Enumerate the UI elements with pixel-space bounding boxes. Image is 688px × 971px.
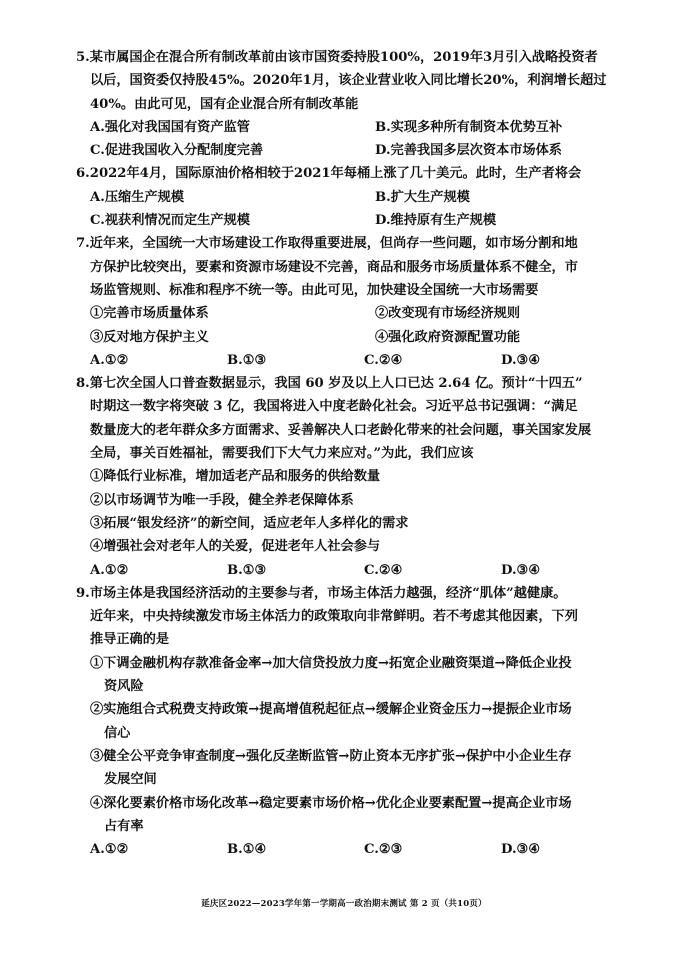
question-7 bbox=[76, 232, 628, 372]
option-row bbox=[76, 559, 628, 582]
option-row bbox=[76, 209, 628, 232]
option-b: B.扩大生产规模 bbox=[375, 189, 470, 205]
question-stem: 场监管规则、标准和程序不统一等。由此可见，加快建设全国统一大市场需要 bbox=[90, 282, 539, 298]
question-stem: 时期这一数字将突破 3 亿，我国将进入中度老龄化社会。习近平总书记强调：“满足 bbox=[90, 399, 578, 415]
question-stem: 全局，事关百姓福祉，需要我们下大气力来应对。”为此，我们应该 bbox=[90, 446, 474, 462]
chain-3: ③健全公平竞争审查制度→强化反垄断监管→防止资本无序扩张→保护中小企业生存 bbox=[90, 748, 572, 764]
option-d: D.维持原有生产规模 bbox=[375, 213, 497, 229]
question-stem: 40%。由此可见，国有企业混合所有制改革能 bbox=[90, 96, 359, 112]
question-stem: 8.第七次全国人口普查数据显示，我国 60 岁及以上人口已达 2.64 亿。预计“十四五” bbox=[76, 376, 583, 392]
option-c: C.视获利情况而定生产规模 bbox=[90, 213, 250, 229]
chain-4-continued: 占有率 bbox=[104, 818, 144, 834]
option-a: A.①② bbox=[90, 842, 129, 858]
question-stem: 方保护比较突出，要素和资源市场建设不完善，商品和服务市场质量体系不健全，市 bbox=[90, 259, 578, 275]
chain-1: ①下调金融机构存款准备金率→加大信贷投放力度→拓宽企业融资渠道→降低企业投 bbox=[90, 655, 572, 671]
option-row bbox=[76, 186, 628, 209]
statement-3: ③反对地方保护主义 bbox=[90, 329, 209, 345]
page-footer: 延庆区2022—2023学年第一学期高一政治期末测试 第 2 页（共10页） bbox=[201, 899, 487, 909]
question-6 bbox=[76, 162, 628, 232]
option-c: C.②③ bbox=[364, 842, 403, 858]
question-9 bbox=[76, 582, 628, 862]
statement-4: ④强化政府资源配置功能 bbox=[375, 329, 521, 345]
chain-2: ②实施组合式税费支持政策→提高增值税起征点→缓解企业资金压力→提振企业市场 bbox=[90, 702, 572, 718]
option-a: A.①② bbox=[90, 352, 129, 368]
option-b: B.①④ bbox=[227, 842, 267, 858]
statement-2: ②改变现有市场经济规则 bbox=[375, 306, 521, 322]
question-stem: 5.某市属国企在混合所有制改革前由该市国资委持股100%，2019年3月引入战略投资者 bbox=[76, 50, 598, 65]
question-8 bbox=[76, 372, 628, 582]
question-stem: 以后，国资委仅持股45%。2020年1月，该企业营业收入同比增长20%，利润增长超过 bbox=[90, 73, 607, 89]
option-a: A.①② bbox=[90, 562, 129, 578]
question-stem: 推导正确的是 bbox=[90, 632, 170, 648]
chain-1-continued: 资风险 bbox=[104, 679, 144, 695]
option-b: B.实现多种所有制资本优势互补 bbox=[375, 119, 563, 135]
option-row bbox=[76, 838, 628, 861]
question-stem: 近年来，中央持续激发市场主体活力的政策取向非常鲜明。若不考虑其他因素，下列 bbox=[90, 609, 578, 625]
chain-4: ④深化要素价格市场化改革→稳定要素市场价格→优化企业要素配置→提高企业市场 bbox=[90, 795, 572, 811]
statement-row bbox=[76, 302, 628, 325]
chain-3-continued: 发展空间 bbox=[104, 772, 157, 788]
option-c: C.②④ bbox=[364, 352, 403, 368]
option-a: A.压缩生产规模 bbox=[90, 189, 184, 205]
option-d: D.③④ bbox=[501, 842, 541, 858]
option-d: D.③④ bbox=[501, 352, 541, 368]
statement-3: ③拓展“银发经济”的新空间，适应老年人多样化的需求 bbox=[90, 515, 409, 531]
question-5 bbox=[76, 46, 628, 162]
question-stem: 7.近年来，全国统一大市场建设工作取得重要进展，但尚存一些问题，如市场分割和地 bbox=[76, 236, 578, 252]
statement-1: ①完善市场质量体系 bbox=[90, 306, 209, 322]
statement-4: ④增强社会对老年人的关爱，促进老年人社会参与 bbox=[90, 539, 381, 555]
option-c: C.②④ bbox=[364, 562, 403, 578]
option-row bbox=[76, 349, 628, 372]
option-a: A.强化对我国国有资产监管 bbox=[90, 119, 250, 135]
question-stem: 数量庞大的老年群众多方面需求、妥善解决人口老龄化带来的社会问题，事关国家发展 bbox=[90, 422, 592, 438]
statement-row bbox=[76, 326, 628, 349]
option-d: D.完善我国多层次资本市场体系 bbox=[375, 143, 562, 159]
statement-2: ②以市场调节为唯一手段，健全养老保障体系 bbox=[90, 492, 354, 508]
statement-1: ①降低行业标准，增加适老产品和服务的供给数量 bbox=[90, 469, 381, 485]
question-stem: 6.2022年4月，国际原油价格相较于2021年每桶上涨了几十美元。此时，生产者将会 bbox=[76, 166, 582, 182]
chain-2-continued: 信心 bbox=[104, 725, 131, 741]
option-c: C.促进我国收入分配制度完善 bbox=[90, 143, 264, 159]
question-stem: 9.市场主体是我国经济活动的主要参与者，市场主体活力越强，经济“肌体”越健康。 bbox=[76, 585, 567, 601]
option-b: B.①③ bbox=[227, 352, 267, 368]
option-row bbox=[76, 116, 628, 139]
option-b: B.①③ bbox=[227, 562, 267, 578]
option-row bbox=[76, 139, 628, 162]
option-d: D.③④ bbox=[501, 562, 541, 578]
